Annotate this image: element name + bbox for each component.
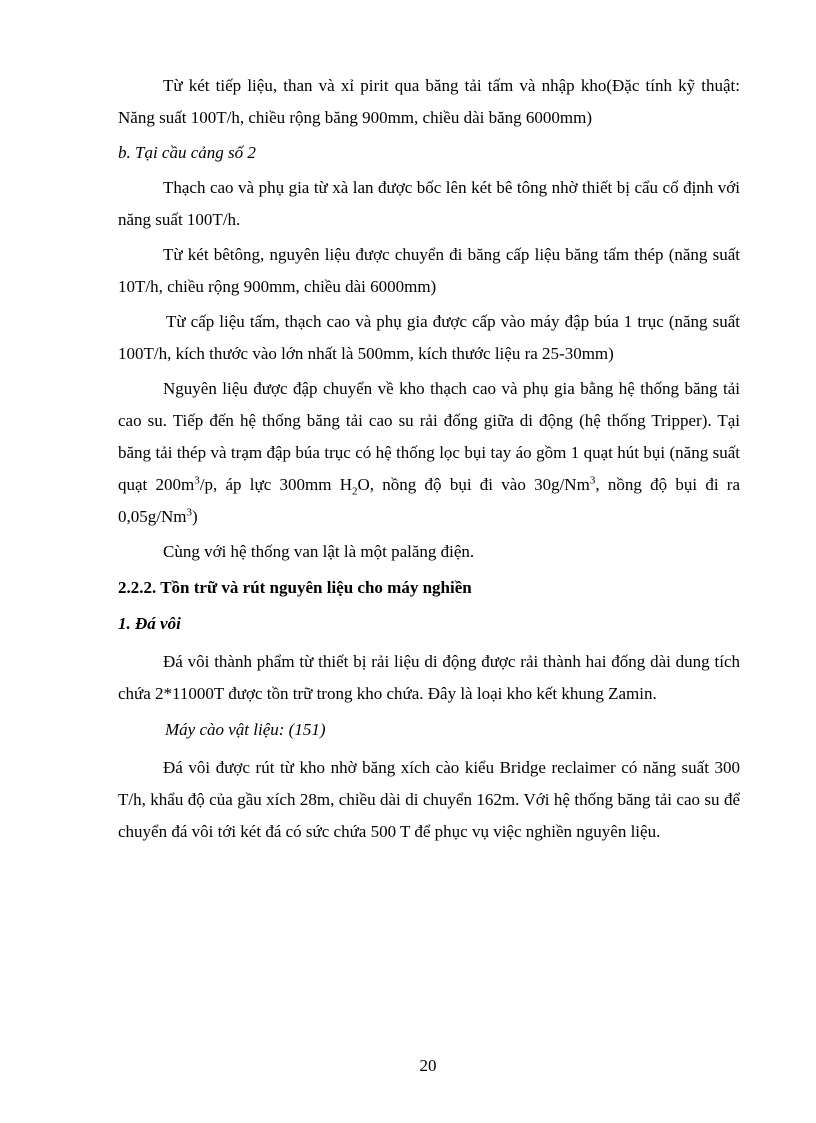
paragraph-intake-belt: Từ két tiếp liệu, than và xỉ pirit qua băng tải tấm và nhập kho(Đặc tính kỹ thuật: Năng suất 100T/h, chiều rộng băng 900mm, chiều dài băng 6000mm) [118, 76, 740, 127]
p5-sup-3: 3 [186, 506, 192, 519]
paragraph-tripper-system [118, 373, 740, 533]
p5-text-5: ) [191, 507, 198, 526]
machine-label-reclaimer: Máy cào vật liệu: (151) [165, 720, 326, 739]
paragraph-reclaimer: Đá vôi được rút từ kho nhờ băng xích cào kiểu Bridge reclaimer có năng suất 300 T/h, khẩu độ của gầu xích 28m, chiều dài di chuyển 162m. Với hệ thống băng tải cao su để chuyển đá vôi tới két đá có sức chứa 500 T để phục vụ việc nghiền nguyên liệu. [118, 758, 740, 841]
p5-text-1: Nguyên liệu được đập chuyển về kho thạch cao và phụ gia bằng hệ thống băng tải cao su. Tiếp đến hệ thống băng tải cao su rải đống giữa di động (hệ thống Tripper). Tại băng tải thép và trạm đập búa trục có hệ thống lọc bụi tay áo gồm 1 quạt hút bụi (năng suất quạt 200m [118, 379, 740, 494]
paragraph-concrete-bin: Từ két bêtông, nguyên liệu được chuyển đi băng cấp liệu băng tấm thép (năng suất 10T/h, chiều rộng 900mm, chiều dài 6000mm) [118, 245, 740, 296]
paragraph-gypsum-unloading: Thạch cao và phụ gia từ xà lan được bốc lên két bê tông nhờ thiết bị cẩu cố định với năng suất 100T/h. [118, 178, 740, 229]
section-heading-storage: 2.2.2. Tồn trữ và rút nguyên liệu cho máy nghiền [118, 578, 472, 597]
p5-sup-2: 3 [589, 474, 596, 487]
section-b-label: b. Tại cầu cảng số 2 [118, 143, 256, 162]
paragraph-hoist: Cùng với hệ thống van lật là một palăng điện. [163, 542, 475, 561]
p5-text-4: , nồng độ bụi đi ra 0,05g/Nm [118, 475, 740, 526]
subheading-limestone: 1. Đá vôi [118, 614, 181, 633]
p5-text-2: /p, áp lực 300mm H [199, 475, 353, 494]
paragraph-limestone-storage: Đá vôi thành phẩm từ thiết bị rải liệu di động được rải thành hai đống dài dung tích chứa 2*11000T được tồn trữ trong kho chứa. Đây là loại kho kết khung Zamin. [118, 652, 740, 703]
page-number: 20 [419, 1056, 437, 1075]
paragraph-hammer-crusher: Từ cấp liệu tấm, thạch cao và phụ gia được cấp vào máy đập búa 1 trục (năng suất 100T/h, kích thước vào lớn nhất là 500mm, kích thước liệu ra 25-30mm) [118, 312, 740, 363]
document-page [118, 70, 740, 851]
p5-sup-1: 3 [194, 474, 200, 487]
p5-sub-1: 2 [352, 485, 358, 498]
p5-text-3: O, nồng độ bụi đi vào 30g/Nm [357, 475, 590, 494]
